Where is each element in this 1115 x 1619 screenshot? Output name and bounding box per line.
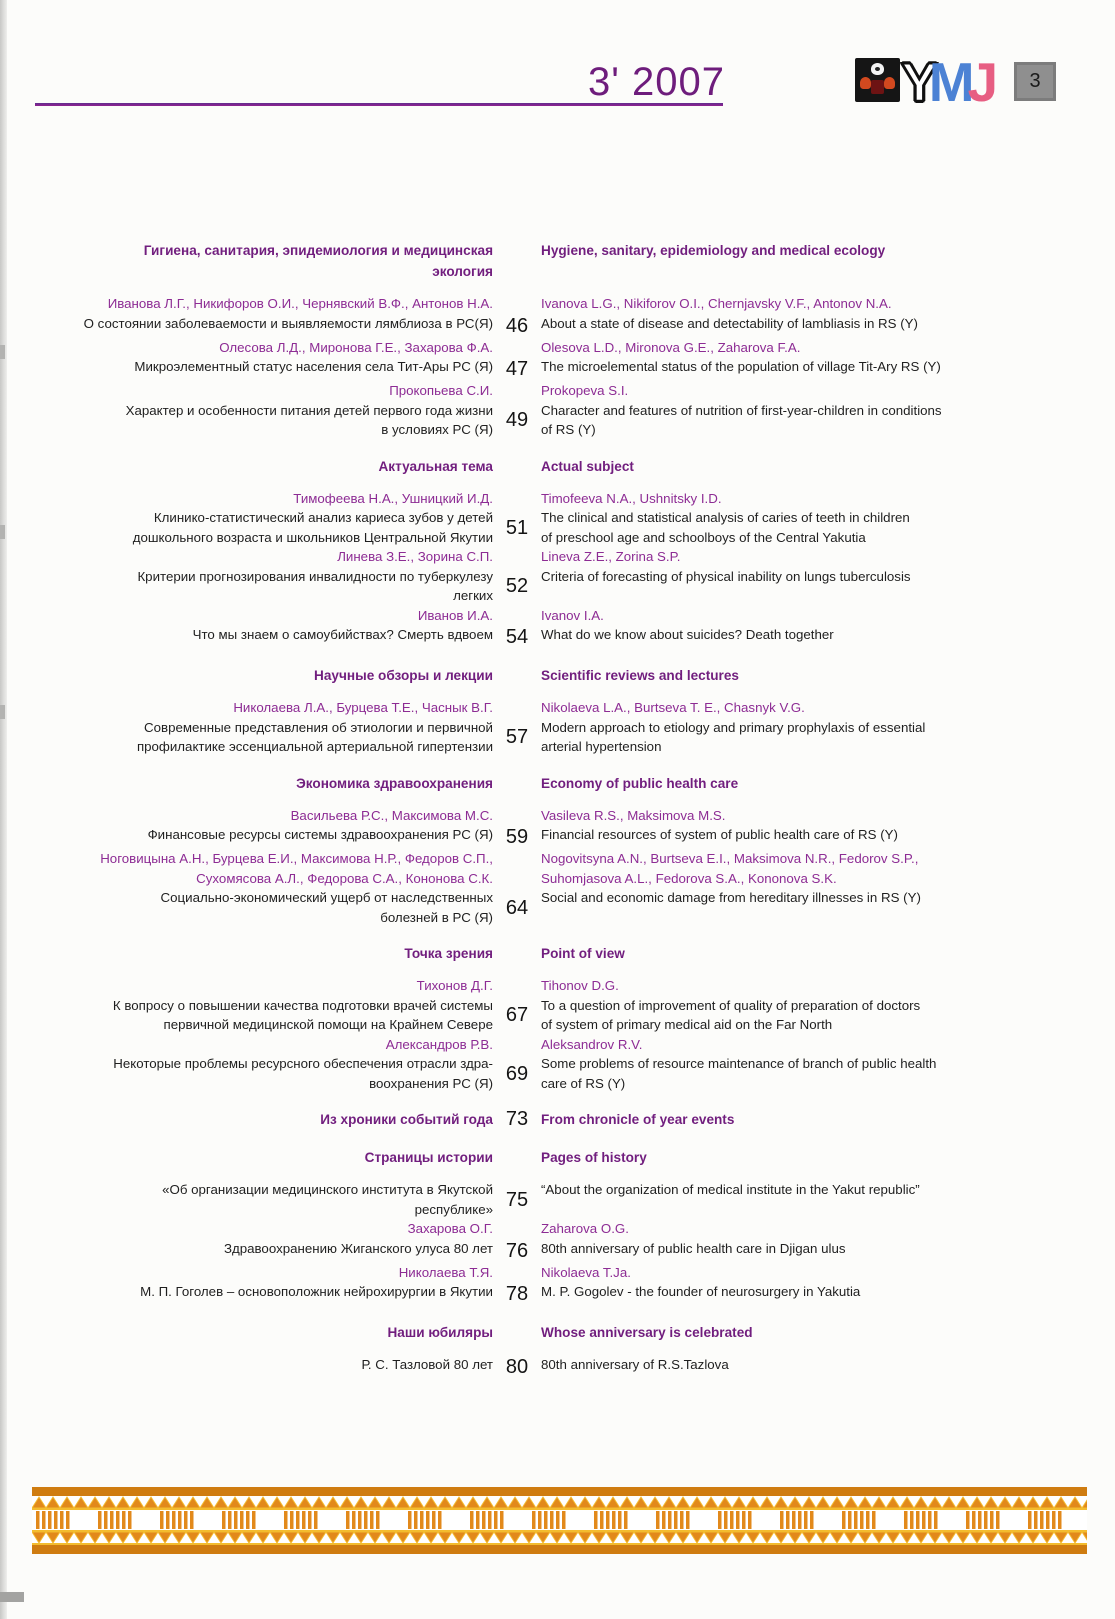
page-number-cell [493, 943, 541, 964]
english-column-cell [541, 806, 1015, 850]
yakut-ornament-border [32, 1487, 1087, 1557]
russian-column-cell [63, 976, 493, 1035]
author-line: Ноговицына А.Н., Бурцева Е.И., Максимова Н.Р., Федоров С.П., [100, 851, 493, 866]
page-number-cell [493, 1219, 541, 1263]
russian-column-cell [63, 1180, 493, 1219]
table-of-contents [63, 240, 1015, 1379]
section-heading: Actual subject [541, 458, 634, 474]
page-number-cell [493, 1180, 541, 1219]
english-column-cell [541, 665, 1015, 686]
page-number-cell [493, 338, 541, 382]
english-column-cell [541, 338, 1015, 382]
page-number-cell [493, 547, 541, 606]
article-title-line: care of RS (Y) [541, 1075, 626, 1091]
toc-section-row [63, 456, 1015, 477]
article-title-line: 80th anniversary of public health care in Djigan ulus [541, 1240, 846, 1256]
english-column-cell [541, 698, 1015, 757]
article-title-line: What do we know about suicides? Death together [541, 627, 834, 642]
author-line: Nogovitsyna A.N., Burtseva E.I., Maksimova N.R., Fedorov S.P., [541, 851, 919, 866]
author-line: Ivanova L.G., Nikiforov O.I., Chernjavsky V.F., Antonov N.A. [541, 296, 892, 311]
author-line: Zaharova O.G. [541, 1221, 629, 1236]
english-column-cell [541, 606, 1015, 650]
section-heading: Point of view [541, 946, 625, 961]
toc-entry-row [63, 806, 1015, 850]
article-title-line: M. P. Gogolev - the founder of neurosurgery in Yakutia [541, 1284, 861, 1299]
page-number-cell [493, 1147, 541, 1168]
section-heading: Economy of public health care [541, 775, 739, 791]
english-column-cell [541, 1219, 1015, 1263]
article-title-line: To a question of improvement of quality of preparation of doctors [541, 997, 921, 1013]
page-number-cell [493, 1035, 541, 1094]
russian-column-cell [63, 381, 493, 440]
author-line: Nikolaeva T.Ja. [541, 1264, 631, 1280]
english-column-cell [541, 1263, 1015, 1307]
article-title-line: Характер и особенности питания детей первого года жизни [125, 402, 493, 418]
page-number-cell [493, 806, 541, 850]
article-title-line: болезней в РС (Я) [380, 909, 493, 925]
russian-column-cell [63, 943, 493, 964]
author-line: Васильева Р.С., Максимова М.С. [290, 807, 493, 823]
article-title-line: Критерии прогнозирования инвалидности по туберкулезу [137, 568, 493, 584]
russian-column-cell [63, 806, 493, 850]
author-line: Николаева Т.Я. [398, 1264, 493, 1280]
author-line: Линева З.Е., Зорина С.П. [337, 549, 493, 564]
section-heading: Гигиена, санитария, эпидемиология и медицинская [143, 243, 493, 258]
russian-column-cell [63, 1263, 493, 1307]
logo-letter-m: M [928, 51, 975, 113]
article-title-line: профилактике эссенциальной артериальной гипертензии [136, 739, 493, 754]
page-number-cell [493, 665, 541, 686]
emblem-figure [871, 63, 884, 75]
toc-section-row [63, 1147, 1015, 1168]
english-column-cell [541, 1355, 1015, 1379]
english-column-cell [541, 381, 1015, 440]
english-column-cell [541, 1180, 1015, 1219]
article-title-line: About a state of disease and detectability of lambliasis in RS (Y) [541, 315, 918, 331]
author-line: Захарова О.Г. [407, 1221, 493, 1236]
author-line: Nikolaeva L.A., Burtseva T. E., Chasnyk V.G. [541, 700, 805, 715]
author-line: Ivanov I.A. [541, 607, 604, 623]
article-title-line: Клинико-статистический анализ кариеса зубов у детей [153, 510, 493, 525]
russian-column-cell [63, 1355, 493, 1379]
toc-section-row [63, 773, 1015, 794]
russian-column-cell [63, 1035, 493, 1094]
article-title-line: республике» [414, 1201, 493, 1217]
english-column-cell [541, 943, 1015, 964]
scan-mark [0, 525, 5, 539]
toc-section-row [63, 1322, 1015, 1343]
author-line: Prokopeva S.I. [541, 383, 629, 398]
author-line: Олесова Л.Д., Миронова Г.Е., Захарова Ф.А. [219, 339, 493, 355]
russian-column-cell [63, 294, 493, 338]
section-heading: From chronicle of year events [541, 1112, 735, 1127]
english-column-cell [541, 489, 1015, 548]
page-number-cell [493, 1322, 541, 1343]
russian-column-cell [63, 1219, 493, 1263]
scan-mark [0, 1592, 24, 1602]
toc-entry-row [63, 381, 1015, 440]
scan-edge-artifact [0, 0, 7, 1619]
page-number-cell [493, 489, 541, 548]
section-heading: Научные обзоры и лекции [314, 668, 493, 683]
toc-section-row [63, 665, 1015, 686]
article-title-line: Некоторые проблемы ресурсного обеспечения отрасли здра- [113, 1056, 493, 1071]
page-number-cell [493, 456, 541, 477]
page-number: 78 [505, 1283, 529, 1305]
page-number: 47 [505, 358, 529, 380]
english-column-cell [541, 1147, 1015, 1168]
toc-entry-row [63, 1035, 1015, 1094]
russian-column-cell [63, 456, 493, 477]
section-heading: Whose anniversary is celebrated [541, 1325, 753, 1340]
russian-column-cell [63, 773, 493, 794]
logo-letter-j: J [967, 51, 999, 113]
article-title-line: дошкольного возраста и школьников Центральной Якутии [132, 529, 493, 545]
author-line: Сухомясова А.Л., Федорова С.А., Кононова С.К. [196, 870, 493, 886]
russian-column-cell [63, 1109, 493, 1131]
article-title-line: Character and features of nutrition of first-year-children in conditions [541, 402, 942, 418]
article-title-line: в условиях РС (Я) [381, 422, 493, 437]
section-heading: Актуальная тема [378, 458, 493, 474]
page-number-cell [493, 606, 541, 650]
author-line: Николаева Л.А., Бурцева Т.Е., Часнык В.Г. [233, 700, 493, 715]
article-title-line: Современные представления об этиологии и первичной [144, 719, 493, 735]
article-title-line: первичной медицинской помощи на Крайнем Севере [163, 1017, 493, 1032]
article-title-line: The microelemental status of the population of village Tit-Ary RS (Y) [541, 359, 941, 374]
scan-mark [0, 705, 5, 719]
toc-entry-row [63, 698, 1015, 757]
section-heading: Экономика здравоохранения [296, 775, 493, 791]
toc-entry-row [63, 294, 1015, 338]
journal-initials [901, 51, 999, 113]
article-title-line: К вопросу о повышении качества подготовки врачей системы [112, 997, 493, 1013]
russian-column-cell [63, 849, 493, 927]
article-title-line: Социально-экономический ущерб от наследственных [160, 890, 493, 905]
page-number-cell [493, 381, 541, 440]
journal-logo [855, 51, 999, 113]
author-line: Иванова Л.Г., Никифоров О.И., Чернявский В.Ф., Антонов Н.А. [107, 296, 493, 311]
page-number: 57 [505, 726, 529, 748]
page-number-cell [493, 240, 541, 282]
page-number-badge: 3 [1014, 62, 1056, 101]
toc-entry-row [63, 1219, 1015, 1263]
article-title-line: М. П. Гоголев – основоположник нейрохирургии в Якутии [140, 1284, 493, 1299]
page-number-cell [493, 1263, 541, 1307]
author-line: Александров Р.В. [385, 1036, 493, 1052]
english-column-cell [541, 976, 1015, 1035]
page-number: 59 [505, 826, 529, 848]
page-number: 51 [505, 516, 529, 539]
article-title-line: of preschool age and schoolboys of the Central Yakutia [541, 529, 866, 545]
russian-column-cell [63, 1322, 493, 1343]
author-line: Aleksandrov R.V. [541, 1036, 643, 1052]
toc-entry-row [63, 1263, 1015, 1307]
article-title-line: 80th anniversary of R.S.Tazlova [541, 1357, 729, 1372]
article-title-line: Микроэлементный статус населения села Тит-Ары РС (Я) [134, 359, 493, 374]
emblem-ornament-left [860, 77, 871, 89]
section-heading: Scientific reviews and lectures [541, 668, 739, 683]
page-number: 64 [505, 896, 529, 919]
article-title-line: О состоянии заболеваемости и выявляемости лямблиоза в РС(Я) [83, 315, 493, 331]
page-number: 46 [505, 314, 529, 337]
page-number: 73 [505, 1108, 529, 1130]
author-line: Timofeeva N.A., Ushnitsky I.D. [541, 490, 722, 506]
toc-section-row [63, 1109, 1015, 1131]
author-line: Tihonov D.G. [541, 978, 619, 993]
emblem-ornament-right [884, 77, 895, 89]
page-number: 76 [505, 1239, 529, 1262]
toc-entry-row [63, 849, 1015, 927]
english-column-cell [541, 547, 1015, 606]
logo-letter-y: Y [901, 51, 938, 113]
author-line: Иванов И.А. [417, 607, 493, 623]
article-title-line: Some problems of resource maintenance of branch of public health [541, 1056, 937, 1071]
toc-section-row [63, 943, 1015, 964]
article-title-line: “About the organization of medical institute in the Yakut republic” [541, 1182, 920, 1197]
toc-entry-row [63, 489, 1015, 548]
article-title-line: Р. С. Тазловой 80 лет [361, 1357, 493, 1372]
section-heading: Страницы истории [364, 1150, 493, 1165]
page-number-cell [493, 773, 541, 794]
author-line: Suhomjasova A.L., Fedorova S.A., Kononova S.K. [541, 870, 837, 886]
article-title-line: arterial hypertension [541, 739, 662, 754]
russian-column-cell [63, 606, 493, 650]
page-number-cell [493, 976, 541, 1035]
english-column-cell [541, 294, 1015, 338]
section-heading: экология [432, 264, 493, 279]
scan-mark [0, 345, 5, 359]
article-title-line: Что мы знаем о самоубийствах? Смерть вдвоем [192, 627, 493, 642]
article-title-line: of RS (Y) [541, 422, 596, 437]
page-number: 75 [505, 1188, 529, 1211]
toc-entry-row [63, 338, 1015, 382]
page-number-cell [493, 849, 541, 927]
russian-column-cell [63, 665, 493, 686]
article-title-line: of system of primary medical aid on the Far North [541, 1017, 833, 1032]
issue-label: 3' 2007 [588, 60, 725, 104]
english-column-cell [541, 1035, 1015, 1094]
page-number-cell [493, 1109, 541, 1131]
author-line: Olesova L.D., Mironova G.E., Zaharova F.A. [541, 339, 801, 355]
toc-entry-row [63, 976, 1015, 1035]
author-line: Lineva Z.E., Zorina S.P. [541, 549, 681, 564]
article-title-line: Финансовые ресурсы системы здравоохранения РС (Я) [147, 827, 493, 842]
page-number: 67 [505, 1004, 529, 1026]
author-line: Тихонов Д.Г. [416, 978, 493, 993]
article-title-line: Здравоохранению Жиганского улуса 80 лет [223, 1240, 493, 1256]
english-column-cell [541, 240, 1015, 282]
page-number: 49 [505, 409, 529, 431]
author-line: Vasileva R.S., Maksimova M.S. [541, 807, 726, 823]
section-heading: Точка зрения [404, 946, 493, 961]
russian-column-cell [63, 489, 493, 548]
page-number: 69 [505, 1062, 529, 1085]
english-column-cell [541, 773, 1015, 794]
russian-column-cell [63, 547, 493, 606]
english-column-cell [541, 1322, 1015, 1343]
section-heading: Pages of history [541, 1150, 647, 1165]
toc-entry-row [63, 1180, 1015, 1219]
section-heading: Наши юбиляры [387, 1325, 493, 1340]
toc-entry-row [63, 606, 1015, 650]
article-title-line: Social and economic damage from hereditary illnesses in RS (Y) [541, 890, 921, 905]
journal-emblem-icon [855, 58, 900, 102]
english-column-cell [541, 849, 1015, 927]
section-heading: Из хроники событий года [320, 1112, 493, 1127]
page-number: 52 [505, 575, 529, 597]
article-title-line: «Об организации медицинского института в Якутской [162, 1182, 493, 1197]
article-title-line: воохранения РС (Я) [369, 1075, 493, 1091]
toc-section-row [63, 240, 1015, 282]
russian-column-cell [63, 698, 493, 757]
english-column-cell [541, 456, 1015, 477]
russian-column-cell [63, 240, 493, 282]
page-number-cell [493, 294, 541, 338]
toc-entry-row [63, 1355, 1015, 1379]
author-line: Тимофеева Н.А., Ушницкий И.Д. [293, 490, 493, 506]
toc-entry-row [63, 547, 1015, 606]
english-column-cell [541, 1109, 1015, 1131]
author-line: Прокопьева С.И. [389, 383, 493, 398]
russian-column-cell [63, 338, 493, 382]
russian-column-cell [63, 1147, 493, 1168]
article-title-line: Financial resources of system of public health care of RS (Y) [541, 827, 898, 842]
page-number: 80 [505, 1356, 529, 1378]
article-title-line: Criteria of forecasting of physical inability on lungs tuberculosis [541, 568, 911, 584]
article-title-line: The clinical and statistical analysis of caries of teeth in children [541, 510, 910, 525]
page-number-cell [493, 698, 541, 757]
emblem-base [871, 80, 884, 94]
page-number-cell [493, 1355, 541, 1379]
section-heading: Hygiene, sanitary, epidemiology and medical ecology [541, 243, 886, 258]
article-title-line: Modern approach to etiology and primary prophylaxis of essential [541, 719, 926, 735]
article-title-line: легких [453, 588, 493, 603]
page-number: 54 [505, 626, 529, 648]
